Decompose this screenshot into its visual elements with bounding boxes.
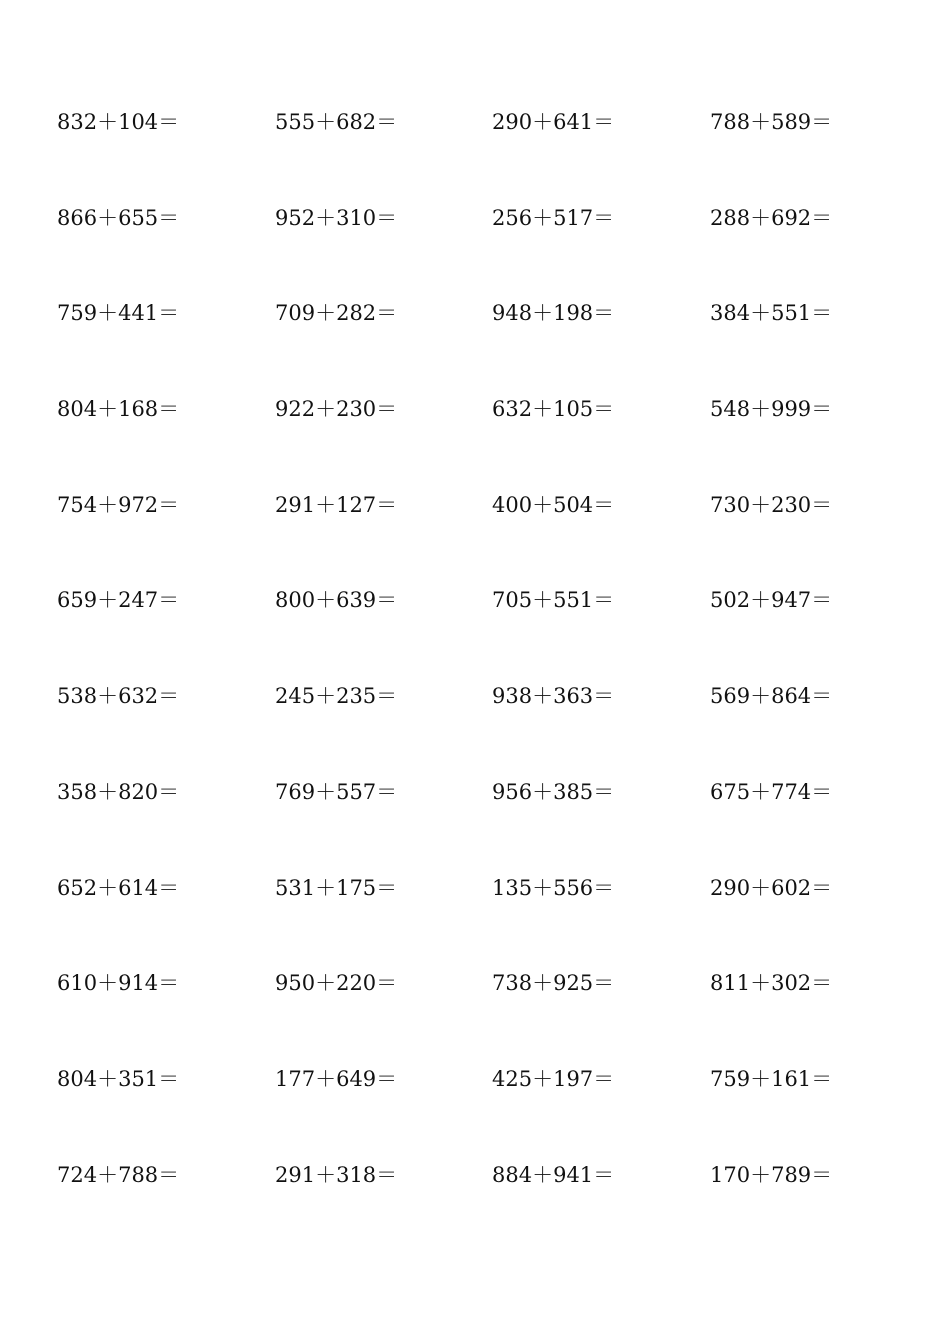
addition-problem: 425＋197＝ — [492, 1066, 615, 1091]
addition-problem: 804＋351＝ — [57, 1066, 180, 1091]
addition-problem: 948＋198＝ — [492, 301, 615, 326]
addition-problem: 632＋105＝ — [492, 397, 615, 422]
addition-problem: 569＋864＝ — [710, 684, 833, 709]
addition-problem: 659＋247＝ — [57, 588, 180, 613]
addition-problem: 804＋168＝ — [57, 397, 180, 422]
addition-problem: 956＋385＝ — [492, 779, 615, 804]
addition-problem: 754＋972＝ — [57, 492, 180, 517]
addition-problem: 135＋556＝ — [492, 875, 615, 900]
addition-problem: 759＋161＝ — [710, 1066, 833, 1091]
addition-problem: 384＋551＝ — [710, 301, 833, 326]
addition-problem: 800＋639＝ — [275, 588, 398, 613]
addition-problem: 290＋602＝ — [710, 875, 833, 900]
addition-problem: 884＋941＝ — [492, 1162, 615, 1187]
addition-problem: 724＋788＝ — [57, 1162, 180, 1187]
addition-problem: 811＋302＝ — [710, 971, 833, 996]
addition-problem: 531＋175＝ — [275, 875, 398, 900]
addition-problem: 177＋649＝ — [275, 1066, 398, 1091]
addition-problem: 291＋127＝ — [275, 492, 398, 517]
addition-problem: 290＋641＝ — [492, 110, 615, 134]
addition-problem: 170＋789＝ — [710, 1162, 833, 1187]
addition-problem: 759＋441＝ — [57, 301, 180, 326]
addition-problem: 502＋947＝ — [710, 588, 833, 613]
addition-problem: 291＋318＝ — [275, 1162, 398, 1187]
addition-problem: 952＋310＝ — [275, 205, 398, 230]
addition-problem: 738＋925＝ — [492, 971, 615, 996]
addition-problem: 538＋632＝ — [57, 684, 180, 709]
addition-problem: 769＋557＝ — [275, 779, 398, 804]
addition-problem: 675＋774＝ — [710, 779, 833, 804]
addition-problem: 358＋820＝ — [57, 779, 180, 804]
addition-problem: 705＋551＝ — [492, 588, 615, 613]
problem-grid — [57, 104, 870, 1252]
addition-problem: 610＋914＝ — [57, 971, 180, 996]
addition-problem: 256＋517＝ — [492, 205, 615, 230]
addition-problem: 555＋682＝ — [275, 110, 398, 134]
addition-problem: 245＋235＝ — [275, 684, 398, 709]
addition-problem: 709＋282＝ — [275, 301, 398, 326]
addition-problem: 938＋363＝ — [492, 684, 615, 709]
addition-problem: 866＋655＝ — [57, 205, 180, 230]
addition-problem: 548＋999＝ — [710, 397, 833, 422]
addition-problem: 652＋614＝ — [57, 875, 180, 900]
addition-problem: 288＋692＝ — [710, 205, 833, 230]
addition-problem: 832＋104＝ — [57, 110, 180, 134]
addition-problem: 922＋230＝ — [275, 397, 398, 422]
addition-problem: 950＋220＝ — [275, 971, 398, 996]
addition-problem: 730＋230＝ — [710, 492, 833, 517]
addition-problem: 400＋504＝ — [492, 492, 615, 517]
addition-problem: 788＋589＝ — [710, 110, 833, 134]
